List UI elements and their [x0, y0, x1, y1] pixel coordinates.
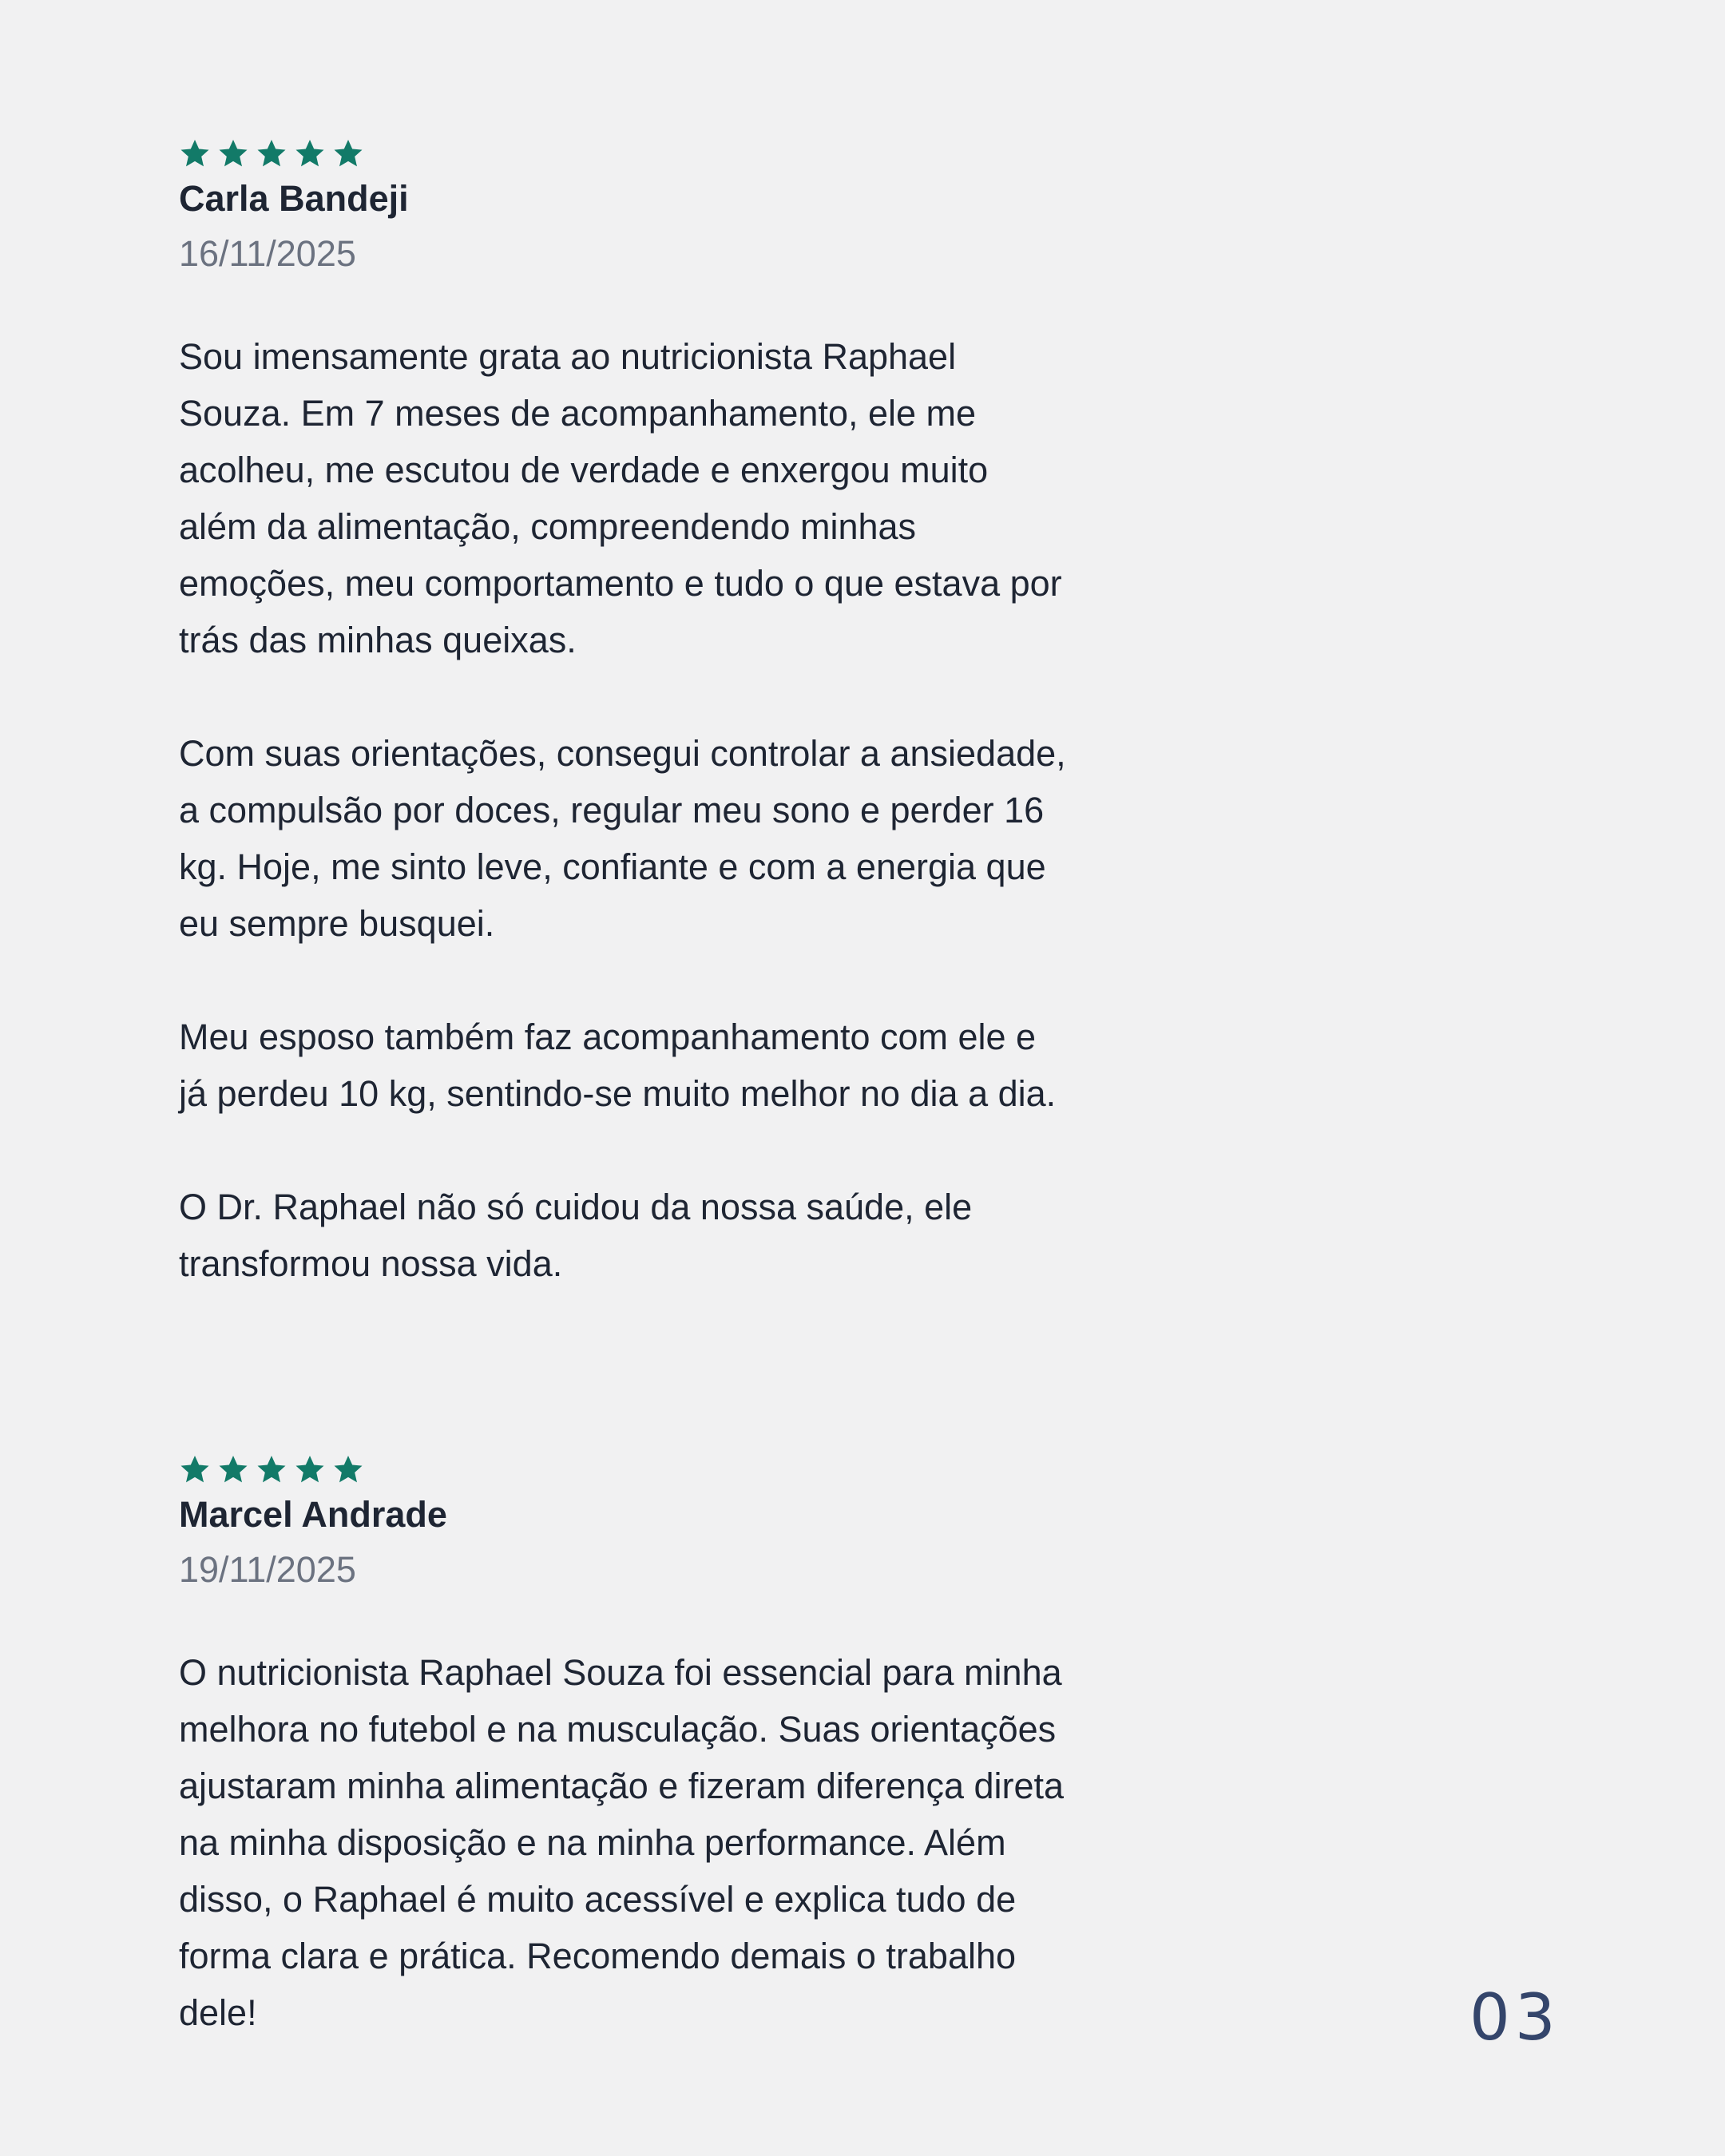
star-icon: [217, 137, 249, 169]
review-paragraph: Sou imensamente grata ao nutricionista Raphael Souza. Em 7 meses de acompanhamento, ele me acolheu, me escutou de verdade e enxergou muito além da alimentação, compreendendo minhas emoções, meu comportamento e tudo o que estava por trás das minhas queixas.: [179, 336, 1062, 660]
review-card: [179, 136, 1073, 1292]
review-paragraph: O nutricionista Raphael Souza foi essencial para minha melhora no futebol e na musculação. Suas orientações ajustaram minha alimentação e fizeram diferença direta na minha disposição e na minha performance. Além disso, o Raphael é muito acessível e explica tudo de forma clara e prática. Recomendo demais o trabalho dele!: [179, 1652, 1065, 2033]
review-text: [179, 1644, 1073, 2041]
review-date: 16/11/2025: [179, 232, 356, 274]
star-rating: [179, 1452, 1073, 1487]
star-icon: [256, 137, 288, 169]
star-icon: [294, 137, 326, 169]
review-text: [179, 328, 1073, 1292]
review-paragraph: Meu esposo também faz acompanhamento com ele e já perdeu 10 kg, sentindo-se muito melhor no dia a dia.: [179, 1017, 1057, 1114]
star-icon: [179, 1453, 211, 1485]
star-rating: [179, 136, 1073, 171]
reviewer-name: Marcel Andrade: [179, 1494, 447, 1535]
reviewer-name: Carla Bandeji: [179, 178, 409, 219]
star-icon: [332, 137, 364, 169]
review-paragraph: Com suas orientações, consegui controlar a ansiedade, a compulsão por doces, regular meu sono e perder 16 kg. Hoje, me sinto leve, confiante e com a energia que eu sempre busquei.: [179, 733, 1066, 944]
review-date: 19/11/2025: [179, 1548, 356, 1590]
star-icon: [179, 137, 211, 169]
star-icon: [332, 1453, 364, 1485]
star-icon: [294, 1453, 326, 1485]
review-card: [179, 1452, 1073, 2041]
review-paragraph: O Dr. Raphael não só cuidou da nossa saúde, ele transformou nossa vida.: [179, 1187, 973, 1284]
page-number: 03: [1469, 1980, 1560, 2055]
star-icon: [256, 1453, 288, 1485]
star-icon: [217, 1453, 249, 1485]
